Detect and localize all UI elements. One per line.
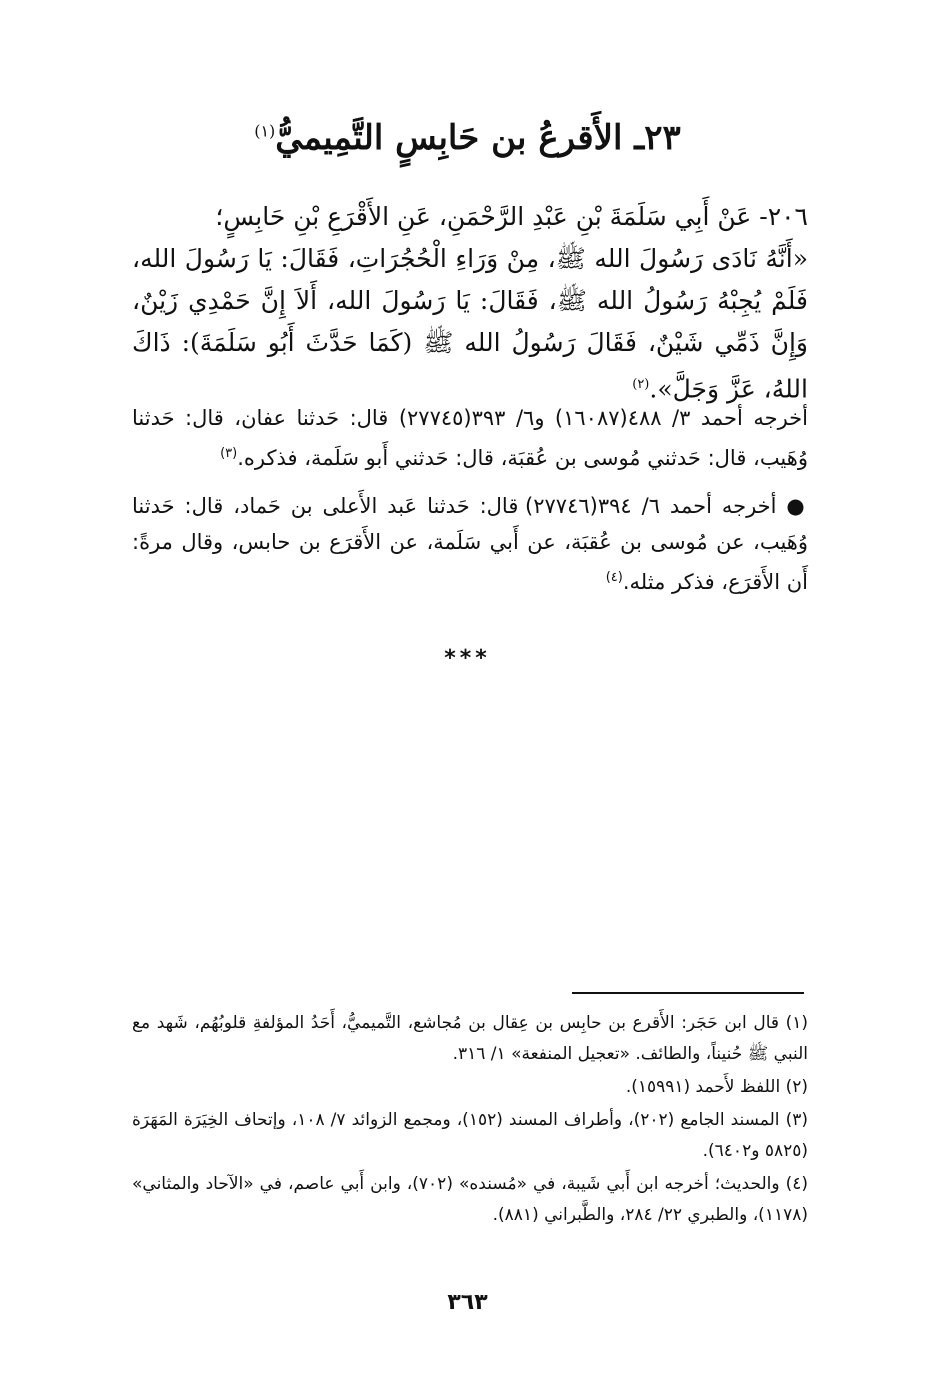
chapter-title (130, 118, 805, 158)
hadith-isnad: ٢٠٦- عَنْ أَبِي سَلَمَةَ بْنِ عَبْدِ الرَّحْمَنِ، عَنِ الأَقْرَعِ بْنِ حَابِسٍ؛ (215, 202, 808, 231)
footnote-divider (572, 992, 804, 994)
hadith-text: «أَنَّهُ نَادَى رَسُولَ الله ﷺ، مِنْ وَرَاءِ الْحُجُرَاتِ، فَقَالَ: يَا رَسُولَ الله، فَلَمْ يُجِبْهُ رَسُولُ الله ﷺ، فَقَالَ: يَا رَسُولَ الله، أَلاَ إِنَّ حَمْدِي زَيْنٌ، وَإِنَّ ذَمِّي شَيْنٌ، فَقَالَ رَسُولُ الله ﷺ (كَمَا حَدَّثَ أَبُو سَلَمَةَ): ذَاكَ اللهُ، عَزَّ وَجَلَّ». (132, 244, 808, 404)
footnote: (٣) المسند الجامع (٢٠٢)، وأطراف المسند (١٥٢)، ومجمع الزوائد ٧/ ١٠٨، وإتحاف الخِيَرَة المَهَرَة (٥٨٢٥ و٦٤٠٢). (132, 1110, 808, 1161)
page-number: ٣٦٣ (447, 1290, 488, 1315)
takhrij-text: أخرجه أحمد ٣/ ٤٨٨(١٦٠٨٧) و٦/ ٣٩٣(٢٧٧٤٥) قال: حَدثنا عفان، قال: حَدثنا وُهَيب، قال: حَدثني مُوسى بن عُقبَة، قال: حَدثني أَبو سَلَمة، فذكره. (132, 406, 808, 470)
takhrij-paragraph (132, 488, 808, 600)
footnote: (٢) اللفظ لأَحمد (١٥٩٩١). (625, 1077, 808, 1097)
footnotes (132, 1008, 808, 1233)
takhrij-paragraph (132, 400, 808, 476)
hadith-footnote-ref: (٢) (632, 377, 650, 392)
chapter-footnote-ref: (١) (254, 121, 276, 141)
footnote: (٤) والحديث؛ أخرجه ابن أَبي شَيبة، في «مُسنده» (٧٠٢)، وابن أَبي عاصم، في «الآحاد والمثاني» (١١٧٨)، والطبري ٢٢/ ٢٨٤، والطَّبراني (٨٨١). (132, 1174, 808, 1225)
chapter-title-text: ٢٣ـ الأَقرعُ بن حَابِسٍ التَّمِيميُّ (275, 118, 681, 158)
footnote: (١) قال ابن حَجَر: الأَقرع بن حابِس بن عِقال بن مُجاشع، التَّميميُّ، أَحَدُ المؤلفةِ قلوبُهُم، شَهد مع النبي ﷺ حُنيناً، والطائف. «تعجيل المنفعة» ١/ ٣١٦. (132, 1013, 808, 1064)
section-separator: *** (444, 646, 491, 671)
hadith-block (132, 196, 808, 410)
hadith-matn (132, 238, 808, 410)
takhrij-footnote-ref: (٣) (220, 446, 238, 461)
takhrij-block (132, 400, 808, 612)
takhrij-text: ● أخرجه أحمد ٦/ ٣٩٤(٢٧٧٤٦) قال: حَدثنا عَبد الأَعلى بن حَماد، قال: حَدثنا وُهَيب، عن مُوسى بن عُقبَة، عن أَبي سَلَمة، عن الأَقرَع بن حابس، وقال مرةً: أَن الأَقرَع، فذكر مثله. (132, 494, 808, 594)
takhrij-footnote-ref: (٤) (605, 570, 623, 585)
